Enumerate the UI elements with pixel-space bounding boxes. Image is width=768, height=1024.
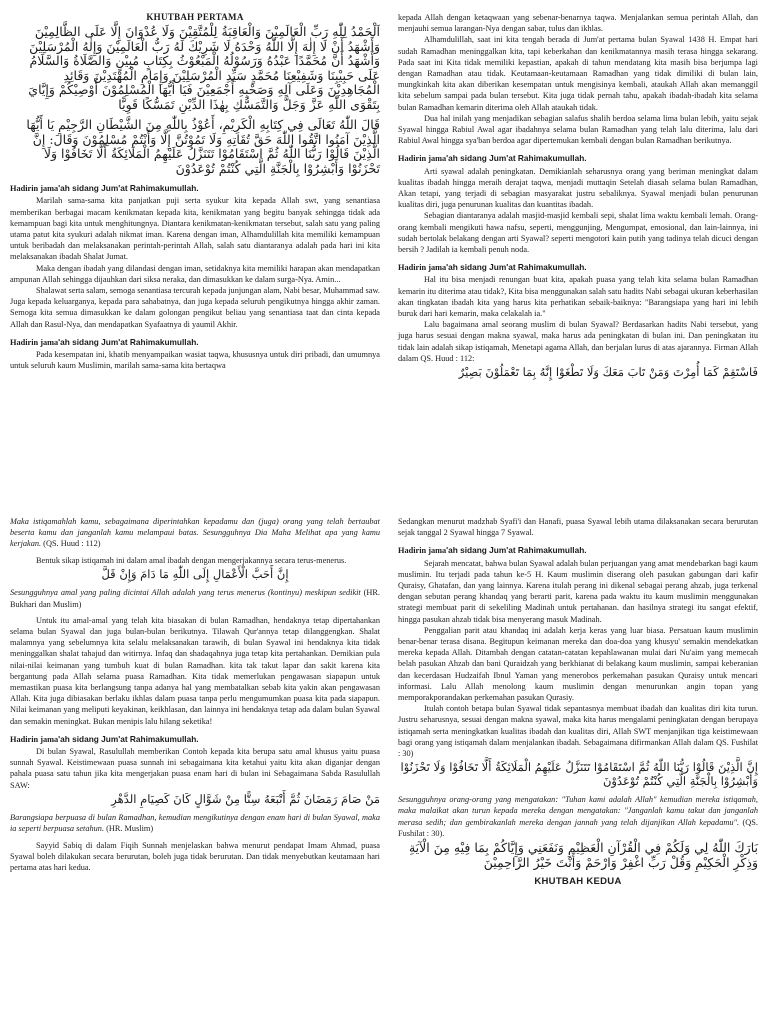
paragraph: Shalawat serta salam, semoga senantiasa tercurah kepada junjungan alam, Nabi besar, Muhammad saw. Juga kepada keluarganya, kepada para sahabatnya, dan juga kepada seluruh pengikutnya hingga akhir zaman. Semoga kita semua dimasukkan ke dalam golongan pengikut beliau yang senantiasa taat dan cinta kepada Allah dan Rasul-Nya, dan mendapatkan Syafaatnya di yaumil Akhir. bbox=[10, 286, 380, 329]
heading-part: Hadirin jama bbox=[10, 734, 59, 744]
paragraph: Bentuk sikap istiqamah ini dalam amal ibadah dengan mengerjakannya secara terus-menerus. bbox=[36, 555, 347, 565]
section-heading bbox=[398, 153, 758, 164]
heading-part: Hadirin jama bbox=[398, 263, 447, 273]
section-heading bbox=[398, 545, 758, 556]
heading-part: Hadirin jama bbox=[398, 154, 447, 164]
translation-quote bbox=[398, 794, 758, 839]
top-left-column bbox=[10, 12, 380, 371]
paragraph: Dua hal inilah yang menjadikan sebagian salafus shalih berdoa selama lima bulan lebih, yaitu sejak Syawal hingga Rabiul Awal agar ibadahnya selama bulan Ramadhan yang telah lalu diterima, lalu dari Rabiul Awal hingga sya'ban berdoa agar dipertemukan kembali dengan bulan Ramadhan berikutnya. bbox=[398, 113, 758, 146]
translation-quote bbox=[10, 516, 380, 550]
arabic-opening-praise: اَلْحَمْدُ لِلّٰهِ رَبِّ الْعَالَمِيْنَ وَالْعَاقِبَةُ لِلْمُتَّقِيْنَ وَلَا عُدْوَانَ إِلَّا عَلَى الظَّالِمِيْنَ وَأَشْهَدُ أَنْ لَا إِلٰهَ إِلَّا اللّٰهُ وَحْدَهُ لَا شَرِيْكَ لَهُ رَبُّ الْعَالَمِيْنَ وَإِلٰهُ الْمُرْسَلِيْنَ وَأَشْهَدُ أَنَّ مُحَمَّدًا عَبْدُهُ وَرَسُوْلُهُ الْمَبْعُوْثُ بِكِتَابٍ مُبِيْنٍ وَالصَّلَاةُ وَالسَّلَامُ عَلَى حَبِيْبِنَا وَشَفِيْعِنَا مُحَمَّدٍ سَيِّدِ الْمُرْسَلِيْنَ وَإِمَامِ الْمُهْتَدِيْنَ وَقَائِدِ الْمُجَاهِدِيْنَ وَعَلَى آلِهِ وَصَحْبِهِ أَجْمَعِيْنَ فَيَا أَيُّهَا الْمُسْلِمُوْنَ أُوْصِيْكُمْ وَإِيَّايَ بِتَقْوَى اللّٰهِ عَزَّ وَجَلَّ وَالتَّمَسُّكِ بِهٰذَا الدِّيْنِ تَمَسُّكًا قَوِيًّا bbox=[28, 24, 380, 112]
paragraph: Sejarah mencatat, bahwa bulan Syawal adalah bulan perjuangan yang amat mendebarkan bagi kaum muslimin. Itu terjadi pada tahun ke-5 H. Kaum muslimin diserang oleh pasukan gabungan dari kafir Quraisy, Ghatafan, dan yang lainnya. Karena itulah perang ini dikenal sebagai perang ahzab, juga terkenal dengan sebutan perang khandaq yang berarti parit, karena pada waktu itu kaum muslimin menggunakan strategi membuat parit di sekeliling Madinah untuk pertahanan. dan hasilnya strategi itu sangat efektif, hingga pasukan ahzab tidak bisa menyerang masuk Madinah. bbox=[398, 558, 758, 624]
paragraph: Di bulan Syawal, Rasulullah memberikan Contoh kepada kita berupa satu amal khusus yaitu puasa sunnah Syawal. Keistimewaan puasa sunnah ini sebagaimana kita ketahui yaitu kita akan diganjar dengan pahala puasa satu tahun jika kita mengerjakan puasa enam hari di bulan ini Sebagaimana Sabda Rasulullah SAW: bbox=[10, 746, 380, 790]
arabic-verse-huud-112: فَاسْتَقِمْ كَمَا أُمِرْتَ وَمَنْ تَابَ مَعَكَ وَلَا تَطْغَوْا إِنَّهُ بِمَا تَعْمَلُوْنَ بَصِيْرٌ bbox=[458, 365, 758, 380]
heading-part: Hadirin jama bbox=[398, 546, 447, 556]
paragraph: Sedangkan menurut madzhab Syafi'i dan Hanafi, puasa Syawal lebih utama dilaksanakan secara berurutan sejak tanggal 2 Syawal hingga 7 Syawal. bbox=[398, 517, 758, 538]
paragraph: Hal itu bisa menjadi renungan buat kita, apakah puasa yang telah kita selama bulan Ramadhan kemarin itu diterima atau tidak?, Kita bisa menggunakan salah satu hadits Nabi sebagai ukuran keberhasilan akan tingkatan ibadah kita yang harus kita perhatikan sebaik-baiknya: "Barangsiapa yang hari ini lebih buruk dari hari kemarin, maka celakalah ia." bbox=[398, 275, 758, 319]
paragraph: Pada kesempatan ini, khatib menyampaikan wasiat taqwa, khususnya untuk diri pribadi, dan umumnya untuk seluruh kaum Muslimin, marilah sama-sama kita bertaqwa bbox=[10, 350, 380, 371]
paragraph: Sayyid Sabiq di dalam Fiqih Sunnah menjelaskan bahwa menurut pendapat Imam Ahmad, puasa Syawal boleh dilakukan secara berurutan, boleh juga tidak berurutan. Dan tidak menyebutkan keutamaan hari pertama atas hari kedua. bbox=[10, 840, 380, 873]
paragraph: Marilah sama-sama kita panjatkan puji serta syukur kita kepada Allah swt, yang senantiasa memberikan berbagai macam kenikmatan kepada kita, kenikmatan yang begitu banyak sehingga tidak ada kemampuan bagi kita untuk menghitungnya. Diantara kenikmatan-kenikmatan tersebut, salah satu yang paling utama patut kita syukuri adalah nikmat iman. Karena dengan iman, Alhamdulillah kita memiliki kemampuan untuk beribadah dan melaksanakan perintah-perintah Allah, salah satu diantaranya adalah pada hari ini kita melaksanakan ibadah Shalat Jumat. bbox=[10, 196, 380, 262]
heading-part: 'ah sidang Jum'at Rahimakumullah. bbox=[446, 153, 587, 164]
khutbah-kedua-title: KHUTBAH KEDUA bbox=[534, 876, 622, 888]
paragraph: Sebagian diantaranya adalah masjid-masjid kembali sepi, shalat lima waktu kembali lemah. Orang-orang kembali mengikuti hawa nafsu, seperti, menggunjing, Mengumpat, emosional, dan lain-lainnya, ini sudah bertolak belakang dengan arti Syawal? seperti mengotori kain putih yang tadinya telah dicuci dengan bersih ? Jadilah ia kembali penuh noda. bbox=[398, 211, 758, 255]
top-right-column bbox=[398, 12, 758, 386]
heading-part: 'ah sidang Jum'at Rahimakumullah. bbox=[446, 262, 587, 273]
heading-part: Hadirin jama bbox=[10, 337, 59, 347]
bottom-spread bbox=[0, 510, 768, 1024]
heading-part: Hadirin jama bbox=[10, 184, 59, 194]
arabic-verse-fushilat-30: إِنَّ الَّذِيْنَ قَالُوْا رَبُّنَا اللّٰهُ ثُمَّ اسْتَقَامُوْا تَتَنَزَّلُ عَلَيْهِمُ الْمَلَائِكَةُ أَلَّا تَخَافُوْا وَلَا تَحْزَنُوْا وَأَبْشِرُوْا بِالْجَنَّةِ الَّتِي كُنْتُمْ تُوْعَدُوْنَ bbox=[400, 760, 758, 788]
heading-part: 'ah sidang Jum'at Rahimakumullah. bbox=[446, 545, 587, 556]
quote-text: Barangsiapa berpuasa di bulan Ramadhan, kemudian mengikutinya dengan enam hari di bulan Syawal, maka ia seperti berpuasa setahun. bbox=[10, 813, 380, 834]
paragraph: Lalu bagaimana amal seorang muslim di bulan Syawal? Berdasarkan hadits Nabi tersebut, yang juga harus sesuai dengan makna syawal, maka harus ada peningkatan di bulan ini. Dan peningkatan itu tidak lain adalah sikap istiqamah, Menetapi agama Allah, dan berjalan lurus di atas ajarannya. Firman Allah dalam QS. Huud : 112: bbox=[398, 320, 758, 363]
quote-source: (QS. Fushilat : 30). bbox=[398, 817, 758, 838]
quote-text: Maka istiqamahlah kamu, sebagaimana diperintahkan kepadamu dan (juga) orang yang telah bertaubat beserta kamu dan janganlah kamu melampaui batas. Sesungguhnya Dia Maha Melihat apa yang kamu kerjakan. bbox=[10, 517, 380, 549]
paragraph: Alhamdulillah, saat ini kita tengah berada di Jum'at pertama bulan Syawal 1438 H. Empat hari sudah Ramadhan meninggalkan kita, tapi keberkahan dan kenikmatannya masih terasa hingga sekarang. Pada saat ini Kita tidak memiliki kepastian, apakah di tahun mendatang kita masih bisa berjumpa lagi dengan Ramadhan atau tidak. Keutamaan-keutamaan Ramadhan yang tidak dimiliki di bulan lain, mungkinkah kita akan diberikan kesempatan untuk mengisinya kembali, ataukah Allah akan memanggil kita sebelum sampai pada bulan tersebut. Kita juga tidak pernah tahu, apakah ibadah-ibadah kita selama bulan Ramadhan kemarin diterima oleh Allah ataukah tidak. bbox=[398, 35, 758, 112]
arabic-hadith-syawal: مَنْ صَامَ رَمَضَانَ ثُمَّ أَتْبَعَهُ سِتًّا مِنْ شَوَّالٍ كَانَ كَصِيَامِ الدَّهْرِ bbox=[111, 791, 380, 806]
paragraph: Penggalian parit atau khandaq ini adalah kerja keras yang luar biasa. Persatuan kaum muslimin benar-benar terasa disana. Begitupun keimanan mereka dan doa-doa yang khusyu' semakin mendekatkan mereka kepada Allah. Ditambah dengan catatan-catatan kepahlawanan mulai dari Nu'aim yang memecah belah pasukan Ahzab dan bani Quraidzah yang berkhianat di belakang kaum muslimin, sampai keberanian dan kecerdasan Hudzaifah Ibnul Yaman yang menerobos perkemahan pasukan Quraisy untuk mencari informasi. Lalu Allah menolong kaum muslimin dengan menurunkan angin topan yang memporakporandakan perkemahan pasukan Qurasiy. bbox=[398, 625, 758, 703]
paragraph: Maka dengan ibadah yang dilandasi dengan iman, setidaknya kita memiliki harapan akan mendapatkan ampunan Allah sehingga dijauhkan dari siksa neraka, dan dimasukkan ke dalam surga-Nya. Amin... bbox=[10, 263, 380, 284]
heading-part: 'ah sidang Jum'at Rahimakumullah. bbox=[58, 733, 199, 744]
translation-quote bbox=[10, 587, 380, 609]
arabic-hadith: إِنَّ أَحَبَّ الْأَعْمَالِ إِلَى اللّٰهِ مَا دَامَ وَإِنْ قَلَّ bbox=[101, 566, 289, 581]
arabic-closing-dua: بَارَكَ اللّٰهُ لِي وَلَكُمْ فِي الْقُرْآنِ الْعَظِيْمِ وَنَفَعَنِي وَإِيَّاكُمْ بِمَا فِيْهِ مِنَ الْآيَةِ وَذِكْرِ الْحَكِيْمِ وَقُلْ رَبِّ اغْفِرْ وَارْحَمْ وَأَنْتَ خَيْرُ الرَّاحِمِيْنَ bbox=[408, 840, 758, 870]
quote-text: Sesungguhnya amal yang paling dicintai Allah adalah yang terus menerus (kontinyu) meskipun sedikit bbox=[10, 588, 361, 598]
top-spread bbox=[0, 0, 768, 505]
arabic-opening-verses: قَالَ اللّٰهُ تَعَالَى فِي كِتَابِهِ الْكَرِيْمِ، أَعُوْذُ بِاللّٰهِ مِنَ الشَّيْطَانِ الرَّجِيْمِ يَا أَيُّهَا الَّذِيْنَ آمَنُوا اتَّقُوا اللّٰهَ حَقَّ تُقَاتِهِ وَلَا تَمُوْتُنَّ إِلَّا وَأَنْتُمْ مُسْلِمُوْنَ وَقَالَ: إِنَّ الَّذِيْنَ قَالُوْا رَبُّنَا اللّٰهُ ثُمَّ اسْتَقَامُوْا تَتَنَزَّلُ عَلَيْهِمُ الْمَلَائِكَةُ أَلَّا تَخَافُوْا وَلَا تَحْزَنُوْا وَأَبْشِرُوْا بِالْجَنَّةِ الَّتِي كُنْتُمْ تُوْعَدُوْنَ bbox=[26, 117, 380, 176]
heading-part: 'ah sidang Jum'at Rahimakumullah. bbox=[58, 183, 199, 194]
quote-source: (HR. Muslim) bbox=[104, 824, 154, 834]
paragraph: Itulah contoh betapa bulan Syawal tidak sepantasnya membuat ibadah dan kualitas diri kita turun. Justru seharusnya, sesuai dengan makna syawal, maka kita harus mengalami peningkatan dengan berupaya istiqamah serta meningkatkan kualitas ibadah dan kualitas diri, Allah SWT menjanjikan tiga keistimewaan bagi orang yang istiqamah dalam menjalankan ibadah. Sebagaimana difirmankan Allah dalam QS. Fushilat : 30) bbox=[398, 704, 758, 759]
section-heading bbox=[10, 734, 380, 745]
quote-source: (HR. Bukhari dan Muslim) bbox=[10, 588, 381, 609]
translation-quote bbox=[10, 812, 380, 834]
paragraph: Untuk itu amal-amal yang telah kita biasakan di bulan Ramadhan, hendaknya tetap dipertahankan selama bulan Syawal dan juga bulan-bulan berikutnya. Tilawah Qur'annya tetap dilanggengkan. Shalat malamnya yang sebelumnya kita selalu melaksanakan tarawih, di bulan Syawal ini hendaknya kita tidak meninggalkan shalat tahajud dan witirnya. Infaq dan shadaqahnya juga tetap kita pertahankan. Demikian pula nilai-nilai keimanan yang tumbuh kuat di bulan Ramadhan. kita tak takut lapar dan sakit karena kita bergantung pada Allah selama puasa Ramadhan. Kita tidak memerlukan pengawasan siapapun untuk memastikan puasa kita berlangsung tanpa adanya hal yang membatalkan sebab kita yakin akan pengawasan Allah. Kita juga dibiasakan berlaku ikhlas dalam puasa tanpa perlu mengumumkan puasa kita pada siapapun. Nilai keimanan yang meliputi keyakinan, keikhlasan, dan lainnya ini hendaknya tetap ada dalam bulan Syawal dan semakin meningkat. Bukan menipis lalu hilang seketika! bbox=[10, 615, 380, 726]
section-heading bbox=[10, 337, 380, 348]
bottom-right-column bbox=[398, 516, 758, 889]
section-heading bbox=[398, 262, 758, 273]
section-heading bbox=[10, 183, 380, 194]
khutbah-pertama-title: KHUTBAH PERTAMA bbox=[146, 12, 244, 22]
paragraph: Arti syawal adalah peningkatan. Demikianlah seharusnya orang yang beriman meningkat dalam kualitas ibadah hingga meraih derajat taqwa, menjadi muttaqin Setelah diasah selama bulan Ramadhan, Akan tetapi, yang terjadi di sebagian masyarakat justru sebaliknya. Syawal menjadi bulan penurunan kualitas diri, juga penurunan kualitas dan kuantitas ibadah. bbox=[398, 166, 758, 210]
quote-source: (QS. Huud : 112) bbox=[41, 539, 101, 549]
heading-part: 'ah sidang Jum'at Rahimakumullah. bbox=[58, 336, 199, 347]
bottom-left-column bbox=[10, 516, 380, 873]
quote-text: Sesungguhnya orang-orang yang mengatakan: "Tuhan kami adalah Allah" kemudian mereka istiqamah, maka malaikat akan turun kepada mereka dengan mengatakan: "Janganlah kamu takut dan janganlah merasa sedih; dan gembirakanlah mereka dengan jannah yang telah dijanjikan Allah kepadamu". bbox=[398, 795, 758, 827]
paragraph: kepada Allah dengan ketaqwaan yang sebenar-benarnya taqwa. Menjalankan semua perintah Allah, dan menjauhi semua larangan-Nya dengan sabar, tulus dan ikhlas. bbox=[398, 13, 758, 34]
